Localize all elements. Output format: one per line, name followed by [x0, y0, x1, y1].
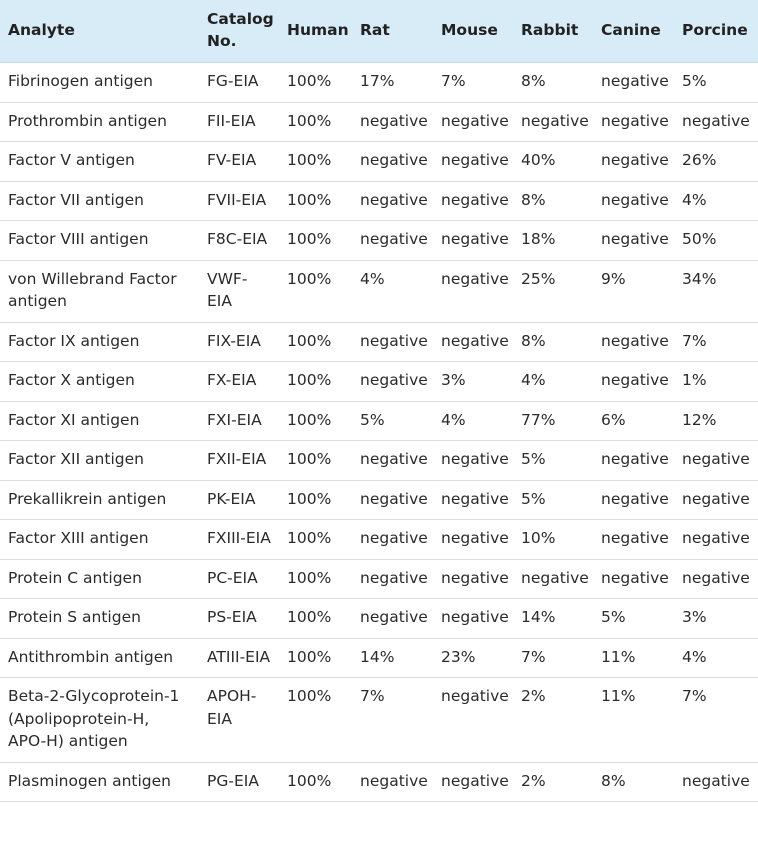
- table-row: [0, 63, 758, 103]
- cell-rat: negative: [352, 142, 433, 182]
- cell-rat: negative: [352, 599, 433, 639]
- cell-catalog-no: FX-EIA: [199, 362, 279, 402]
- cell-analyte: Factor XII antigen: [0, 441, 199, 481]
- table-row: [0, 260, 758, 322]
- cell-rat: negative: [352, 181, 433, 221]
- cell-catalog-no: FXI-EIA: [199, 401, 279, 441]
- cell-analyte: Factor XIII antigen: [0, 520, 199, 560]
- cell-rabbit: 8%: [513, 63, 593, 103]
- cell-catalog-no: FXII-EIA: [199, 441, 279, 481]
- cell-catalog-no: FII-EIA: [199, 102, 279, 142]
- cell-catalog-no: FIX-EIA: [199, 322, 279, 362]
- cell-analyte: Prothrombin antigen: [0, 102, 199, 142]
- table-row: [0, 102, 758, 142]
- cell-mouse: negative: [433, 599, 513, 639]
- cell-mouse: negative: [433, 142, 513, 182]
- cell-human: 100%: [279, 599, 352, 639]
- cell-rat: 4%: [352, 260, 433, 322]
- table-row: [0, 181, 758, 221]
- cell-porcine: negative: [674, 559, 758, 599]
- cell-analyte: Protein S antigen: [0, 599, 199, 639]
- table-row: [0, 520, 758, 560]
- cell-mouse: negative: [433, 762, 513, 802]
- cell-canine: negative: [593, 142, 674, 182]
- table-row: [0, 322, 758, 362]
- cell-analyte: Beta-2-Glycoprotein-1 (Apolipoprotein-H, APO-H) antigen: [0, 678, 199, 763]
- cell-analyte: Prekallikrein antigen: [0, 480, 199, 520]
- cell-mouse: negative: [433, 559, 513, 599]
- cell-analyte: von Willebrand Factor antigen: [0, 260, 199, 322]
- cell-porcine: negative: [674, 102, 758, 142]
- cell-mouse: negative: [433, 260, 513, 322]
- cell-catalog-no: FG-EIA: [199, 63, 279, 103]
- cell-rat: negative: [352, 362, 433, 402]
- cell-catalog-no: FVII-EIA: [199, 181, 279, 221]
- cell-canine: negative: [593, 322, 674, 362]
- cell-rabbit: 2%: [513, 762, 593, 802]
- cell-human: 100%: [279, 638, 352, 678]
- cell-canine: negative: [593, 63, 674, 103]
- table-row: [0, 480, 758, 520]
- cell-porcine: negative: [674, 762, 758, 802]
- cell-rat: 5%: [352, 401, 433, 441]
- cell-canine: negative: [593, 441, 674, 481]
- cell-mouse: negative: [433, 520, 513, 560]
- cell-rabbit: 8%: [513, 181, 593, 221]
- table-header: [0, 0, 758, 63]
- cell-rat: 17%: [352, 63, 433, 103]
- table-row: [0, 638, 758, 678]
- cell-mouse: negative: [433, 441, 513, 481]
- cell-analyte: Factor X antigen: [0, 362, 199, 402]
- cell-rat: negative: [352, 559, 433, 599]
- header-mouse: Mouse: [433, 0, 513, 63]
- cell-rabbit: 10%: [513, 520, 593, 560]
- cell-canine: negative: [593, 221, 674, 261]
- cell-rabbit: 4%: [513, 362, 593, 402]
- cell-canine: 5%: [593, 599, 674, 639]
- cell-human: 100%: [279, 260, 352, 322]
- cell-rabbit: 5%: [513, 480, 593, 520]
- cell-human: 100%: [279, 401, 352, 441]
- cell-human: 100%: [279, 441, 352, 481]
- cell-catalog-no: F8C-EIA: [199, 221, 279, 261]
- cell-mouse: negative: [433, 322, 513, 362]
- cell-human: 100%: [279, 480, 352, 520]
- cell-rabbit: 14%: [513, 599, 593, 639]
- cell-rabbit: 25%: [513, 260, 593, 322]
- table-row: [0, 762, 758, 802]
- cell-rabbit: 77%: [513, 401, 593, 441]
- cell-canine: negative: [593, 559, 674, 599]
- cell-rat: negative: [352, 102, 433, 142]
- cell-human: 100%: [279, 559, 352, 599]
- cell-porcine: 3%: [674, 599, 758, 639]
- cell-rat: negative: [352, 221, 433, 261]
- table-row: [0, 221, 758, 261]
- cell-mouse: negative: [433, 181, 513, 221]
- table-row: [0, 401, 758, 441]
- cell-rat: negative: [352, 762, 433, 802]
- cell-rat: 7%: [352, 678, 433, 763]
- header-canine: Canine: [593, 0, 674, 63]
- header-porcine: Porcine: [674, 0, 758, 63]
- cell-rabbit: 8%: [513, 322, 593, 362]
- cell-rabbit: 5%: [513, 441, 593, 481]
- cell-catalog-no: ATIII-EIA: [199, 638, 279, 678]
- cell-rat: negative: [352, 480, 433, 520]
- header-rabbit: Rabbit: [513, 0, 593, 63]
- cell-catalog-no: PG-EIA: [199, 762, 279, 802]
- cell-analyte: Factor V antigen: [0, 142, 199, 182]
- cell-analyte: Factor VII antigen: [0, 181, 199, 221]
- cell-canine: 11%: [593, 678, 674, 763]
- cell-analyte: Protein C antigen: [0, 559, 199, 599]
- cell-mouse: 7%: [433, 63, 513, 103]
- cell-canine: negative: [593, 362, 674, 402]
- cell-rabbit: negative: [513, 102, 593, 142]
- cell-canine: 8%: [593, 762, 674, 802]
- cell-catalog-no: FXIII-EIA: [199, 520, 279, 560]
- cell-porcine: 1%: [674, 362, 758, 402]
- cell-human: 100%: [279, 102, 352, 142]
- cell-porcine: 7%: [674, 322, 758, 362]
- cell-rabbit: 40%: [513, 142, 593, 182]
- cell-human: 100%: [279, 322, 352, 362]
- cell-porcine: 26%: [674, 142, 758, 182]
- cell-rat: negative: [352, 322, 433, 362]
- cell-human: 100%: [279, 142, 352, 182]
- cell-catalog-no: PC-EIA: [199, 559, 279, 599]
- cell-catalog-no: FV-EIA: [199, 142, 279, 182]
- cell-human: 100%: [279, 181, 352, 221]
- cell-canine: 6%: [593, 401, 674, 441]
- cell-catalog-no: PK-EIA: [199, 480, 279, 520]
- cell-analyte: Factor XI antigen: [0, 401, 199, 441]
- cell-porcine: negative: [674, 520, 758, 560]
- cell-analyte: Plasminogen antigen: [0, 762, 199, 802]
- cell-human: 100%: [279, 520, 352, 560]
- cell-porcine: 7%: [674, 678, 758, 763]
- header-rat: Rat: [352, 0, 433, 63]
- cell-porcine: 50%: [674, 221, 758, 261]
- cell-rabbit: 18%: [513, 221, 593, 261]
- cell-porcine: 4%: [674, 181, 758, 221]
- cell-human: 100%: [279, 362, 352, 402]
- cell-porcine: negative: [674, 480, 758, 520]
- cell-mouse: negative: [433, 678, 513, 763]
- cell-rat: negative: [352, 441, 433, 481]
- table-row: [0, 559, 758, 599]
- cell-canine: negative: [593, 480, 674, 520]
- cell-mouse: 23%: [433, 638, 513, 678]
- cell-rabbit: negative: [513, 559, 593, 599]
- header-catalog-no: Catalog No.: [199, 0, 279, 63]
- table-row: [0, 362, 758, 402]
- cell-human: 100%: [279, 762, 352, 802]
- cell-porcine: 12%: [674, 401, 758, 441]
- cell-human: 100%: [279, 63, 352, 103]
- cell-catalog-no: PS-EIA: [199, 599, 279, 639]
- cell-mouse: negative: [433, 221, 513, 261]
- cell-porcine: 5%: [674, 63, 758, 103]
- cell-porcine: negative: [674, 441, 758, 481]
- table-body: [0, 63, 758, 802]
- cell-porcine: 34%: [674, 260, 758, 322]
- cell-catalog-no: VWF-EIA: [199, 260, 279, 322]
- cell-rat: negative: [352, 520, 433, 560]
- cell-canine: negative: [593, 520, 674, 560]
- cell-canine: negative: [593, 181, 674, 221]
- table-row: [0, 441, 758, 481]
- cell-canine: 11%: [593, 638, 674, 678]
- cell-catalog-no: APOH-EIA: [199, 678, 279, 763]
- cell-mouse: 3%: [433, 362, 513, 402]
- cell-canine: 9%: [593, 260, 674, 322]
- cell-human: 100%: [279, 678, 352, 763]
- cell-human: 100%: [279, 221, 352, 261]
- cell-mouse: negative: [433, 102, 513, 142]
- cell-analyte: Factor IX antigen: [0, 322, 199, 362]
- table-row: [0, 678, 758, 763]
- cell-porcine: 4%: [674, 638, 758, 678]
- cell-analyte: Fibrinogen antigen: [0, 63, 199, 103]
- cell-mouse: negative: [433, 480, 513, 520]
- table-row: [0, 142, 758, 182]
- cell-rabbit: 7%: [513, 638, 593, 678]
- cell-analyte: Factor VIII antigen: [0, 221, 199, 261]
- header-row: [0, 0, 758, 63]
- cell-analyte: Antithrombin antigen: [0, 638, 199, 678]
- cell-rat: 14%: [352, 638, 433, 678]
- header-human: Human: [279, 0, 352, 63]
- cell-mouse: 4%: [433, 401, 513, 441]
- cell-rabbit: 2%: [513, 678, 593, 763]
- cell-canine: negative: [593, 102, 674, 142]
- header-analyte: Analyte: [0, 0, 199, 63]
- table-row: [0, 599, 758, 639]
